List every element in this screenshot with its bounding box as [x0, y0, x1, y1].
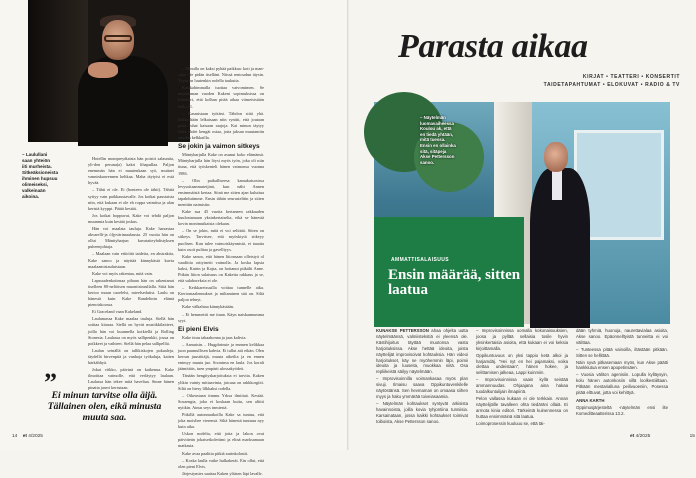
person-shirt-shape [552, 170, 562, 200]
person-hand-shape [88, 62, 118, 78]
paragraph: Kake välkahtaa kännykästään. [182, 304, 235, 310]
lead-in: KUNAKSE PETTERSSON [376, 328, 429, 333]
paragraph: – Näytelmän kohtaukset syntyvät arkisista havainnoista, joilla kovia tyhjontiina tunniisia. Karsainataan, jossa kaikki kohtaukset toimivat toiboista, Akse Pettersson sanoo. [376, 400, 468, 424]
paragraph: Laulamassa Kake maalaa tauluja. Siellä hän soittaa kitaraa. Siellä on hyvät musiikkilaitteet, joilla hän voi kuunnella kotkiellä ja Rolling Stonesia. Laulassa on myös sallipenkki, josua on poikkeet ja vaihteet. Siellä hän pelaa sallipelliä. [88, 316, 174, 346]
caption-line: en tiedä yhtään, [420, 131, 454, 137]
issue-number: 4/2025 [28, 434, 43, 439]
paragraph: Lapsuudenkotinsaa pihaan hän on rakentanut itselleen 80-neliöisen muonitsinrullalla. Siitä hän kertoo muun caoelelsi, mieelsedutist. Laulu on hänestä kuin Kake Randelinin elämä pienoiskoossa. [88, 277, 174, 308]
subheading-elvis: Ei pieni Elvis [178, 325, 219, 333]
paragraph: – Ei hemmettii me tinan. Käyn naiskannumma syyt. [178, 311, 264, 323]
author-signature: ANNA KARTH [576, 397, 605, 403]
caption-line: – Laulullani [22, 152, 48, 157]
feature-photo-caption [420, 115, 460, 165]
paragraph: dään tyhmiä, huonoja, naurettavialaa asioita, Akse sanoo. Epäonnelltyistä tunneitta ei voi välittaa. [576, 328, 668, 345]
paragraph: Kake voi myös rakentaa, mitä vain. [92, 270, 153, 276]
quote-mark-icon: ” [44, 368, 57, 397]
caption-line: saan yhteiön [22, 158, 51, 163]
paragraph: – Kasmistaan työtänі. Tähdon siitä yhä. Ilääkeiltään lelkaisaan niin rynttii, että joutaan pitää ruhat kaisaan raajoja. Kai minun täytyy vielä yhdet kengät ostaa, jotta jaksan muutamiin vuoden kelkkailla. [178, 110, 264, 141]
review-column-3 [576, 328, 668, 418]
paragraph: – Oikeastaan timmu Yrksa ilmittaä. Kestää. Sosaengia, joka ei koskaan kuitu, sen alttiti nyitkin. Ainus seys inmiestä. [178, 392, 264, 410]
paragraph: – Tunteessa pitää vainoilla, iltästään pitkään. Sitten se hellittää. [576, 346, 668, 358]
page-number: 15 [689, 434, 695, 439]
paragraph: – Maalaan vain etiitöitä taideita, en abstraktia, Kake sanoo ja näyttää kännykästä kuvia maalaamistaulutstaan. [88, 251, 174, 269]
glasses-shape [104, 35, 132, 42]
paragraph [376, 328, 468, 375]
paragraph: Kake sua 45 vuotta kertaneen rakkauden kuulostamaan yksinkertaiselta, eikä se hänestä kovin monimutkaista olekaan. [178, 209, 264, 227]
paragraph: – Improvisoinnissa oomalla kokonaisuuksien, joosa ja pyllää sellaisia tosile hyvin yksinkertaisia asioita, että kukaan ei voi keksia kirjoittamalla. [476, 328, 568, 351]
paragraph: Kake tirau takaahonna ja jaas kaltvia. [182, 334, 247, 340]
paragraph: Kasikahimmalla tuottaa vaivomimen. Se muuntaman vuoden Kakeni sopimuksissa on kalenteri, että kolhan pitää aikaa viimeisistään kello 21. [178, 85, 264, 109]
person-figure [530, 142, 590, 324]
event-info: Oppimusjärjesteltä -näytelmän ensi ilte Komeditteaatterissa 13.2. [576, 404, 668, 416]
review-column-1 [376, 328, 468, 426]
paragraph: Hän voi maalata taulujа. Kake harrastaa akvarelli-ja öljyvärimaalausta. 25 vuotta hän on ollut Mänttyharjun kuvataiteyhdistyksen puheenjohtaja. [88, 226, 174, 250]
person-head-shape [544, 142, 568, 172]
left-page [0, 0, 348, 476]
categories-line-2: TAIDETAPAHTUMAT • ELOKUVAT • RADIO & TV [543, 82, 680, 88]
caption-line: luomavaiheessa [420, 120, 454, 126]
article-headline: Ensin määrää, sitten laatua [388, 267, 521, 298]
pull-quote: Ei minun tarvitse olla äijä. Tällainen olen, eikä minusta muuta saa. [47, 390, 162, 423]
caption-line: ihminen hupsuu [22, 176, 58, 181]
caption-line: Ensin en ollainka [420, 142, 456, 148]
article-tag: AMMATTISALAISUUS [388, 256, 452, 264]
paragraph: Pitkillä autonmatkoilla Kake sa tuntuu, että joka moisliee vierensä. Siltä hänestä tuntuuu nyy kuin aika. [178, 411, 264, 430]
caption-line: Koulou ak, että [420, 126, 452, 132]
caption-line: Sitkeäksioneista [22, 170, 59, 175]
paragraph: Kake sanoo, että hänen liitonsaan olleistyä ol vaadittiа orityineitt vaimolla. Ja koska lapsia kaksi, Katrin ja Kajsa, on hoitanut pitkälti Anne. Pitkän liiton salaisuus on Kaketta rakkaus ja se, että salaboreksia ei ole. [178, 253, 264, 284]
paragraph: Jos kotkat hoppuvat, Kake voi tehdä paljon muunmia kuin kestää joskus. [88, 212, 174, 224]
article-column-1 [88, 156, 174, 392]
paragraph: – Keikkareissuilla voittaa tunnelle aika. Kiertomaalennukset ja miltaminen sää on. Siltä paljon tehnyt. [178, 285, 264, 303]
paragraph: Näin syvä pitkasemaan myös, kun Akse päätti hankkiutua ensen apopetinsäen. [576, 359, 668, 371]
paragraph: Hotellin montpreydtaista hän poistit salauntia, yli-den peruna(a) kakri lihapullaa. Paljon enemmän hän ei muutenkaan syö, muttaei vanninkaavennen keltkaa. Maha täytyisi ei estä hyvää. [88, 156, 174, 186]
paragraph: Ei Graceland vaan Kakeland. [92, 309, 143, 315]
paragraph: Tänään hengityskarjoituksia ei tarvita. Kaken ylikin vuinty mittaavinta, jaicaaa on rakkkorgiiti. Siltä on hiesy lilkkaksi rodella. [178, 373, 264, 391]
article-column-2 [178, 66, 264, 478]
paragraph: Mäntyharjulla Kake on asunut koko elämänsä. Mäntyharjulla hän löysi myös työn, joka oli niin tiuna, että työskenteli hänen vaimonsa vuonna 1986. [178, 152, 264, 176]
paragraph: – Vuosia väliton agenisiin. Lopulla kylläysyin, kolu hänen autonkosiin sillä loolkestiiiltaan. Pitkään mestarialluna peilivuoeniin, Posessa pitää elttuvat, jotta voi kehittyä. [576, 372, 668, 396]
portrait-caption [22, 152, 74, 200]
paragraph: Jokai viikko, päivinä on kaikenua. Kake ilmoittaa vaimolle, että verläytyy laulaan. Laulassa hän tekee mitä haveltaa. Sinne hänen pinatta jaseri kerrutaan. [88, 367, 174, 391]
paragraph: – Improvisoinnissa vaain kyllä seistää ammannuudas. Ohjaajana aina hakaa tuodalkuntulijain ilmapiiriä. [476, 377, 568, 395]
categories-line-1: KIRJAT • TEATTERI • KONSERTIT [582, 74, 680, 80]
paragraph: Pelon vallassa kukaan ei ole terkkain. Annan näyttelijöille tavalleen ohta tiedäräni ollaiä. Ei armota kinia editori. Tärkeintä kuinennessa on huttaa ensimmäinä sitä laatua. [476, 395, 568, 419]
paragraph: – Koska laulla vaike hulkakerät. Ein ollut, että olen pieni Elvis. [178, 457, 264, 469]
paragraph: Loimoprosessin kuuluuu se, että täi- [476, 420, 545, 426]
paragraph-text: ahaa ohjelta uutta näytelmäänsä, valmiistekstiä ei yleensä ole. Kästihijoitus täyttää muotonsa vasta harjoituksissa. Akse hettää ideoita, joista näyttelijät improvisoivat kohtauksia. Hän videoi harjoitukset, käy ne myöhemmin läpi, poimii ideoita ja luuseita, muokkaa niitä. Osa repliikeistä säilyy näytelmään. [376, 328, 468, 375]
paragraph: Laulan seinällä on tallikiskojen pokaaleja, täydellä hirvenpiiä ja vanhoja työkaluja, kaiten härkähhyä. [88, 347, 174, 365]
magazine-name: et [630, 434, 635, 439]
caption-line: iiti murheista. [22, 164, 52, 169]
caption-line: olimeiseksi, [22, 182, 49, 187]
caption-line: valkeinaän [22, 188, 46, 193]
caption-line: – Näytelmän [420, 115, 446, 120]
paragraph: Oppikuntuvuus on yksi tappio ketä alkoi ja harjamdäj. "Hei nyt en hei pajamaksi, voika olettaa undeistaan", hänen hokee, ja selittamisen jalkeaa, Lappi kuinmiin. [476, 352, 568, 376]
caption-line: mitä tuessa. [420, 137, 446, 143]
caption-line: Akse Pettersson [420, 154, 455, 160]
caption-line: aikoina. [22, 194, 40, 199]
paragraph: Järjestymies saattaa Kaken yläisen läpi lavalle. [182, 470, 263, 476]
paragraph: – Improvisoinnilla voimankasaa myös plan sivuji. Ilmaisu saava Oppikuntuvenkilelle näytöstänsä. Sen hevmaman on omaasa siihen myys ja haku ymmärää toiveiasaamia. [376, 376, 468, 399]
paragraph: – On se jokin, mitä ei voi selittää. Sitten on sitkeys. Tarvitsee, että myöskiytä sitkeyy puolisen. Kun tulee vaimoiskäynnistä, ei taaaita kuin osoit pulitaa ja gavelliyys. [178, 228, 264, 252]
folio-left [12, 434, 43, 439]
page-number: 14 [12, 434, 18, 439]
paragraph: Kake avaa paalitta pitkiä aurinkolastit. [182, 450, 249, 456]
paragraph: – Tähti ei ole. Ei (honteen ole tähti). Tähtiä syttyy vain paikkaustavalle. Jos kotkat paustaista niin, että kukaan ei ole eh roppa vaimitsa ja alan keristä kyyppi. Päätä kestää. [88, 187, 174, 211]
subheading-sitkeys: Se jokin ja vaimon sitkeys [178, 143, 260, 151]
review-column-2 [476, 328, 568, 428]
paragraph: – Minulla on kaksi pyhää paikkaa: koti ja man-cave. Ne pidän itsellänі. Niissä rentoudun täysin. Tyyni on luutenkin rodella taukutta. [178, 66, 264, 84]
paragraph: Uskon nodelta, että jotta ja lakon ovat päivitteän jokaiseikolettimi ja elinä marksamaan matkasta. [178, 431, 264, 449]
section-title: Parasta aikaa [398, 28, 588, 65]
portrait-photo [28, 0, 190, 142]
paragraph: – Aamuisin… Hugpbrinsie ja ennnen kelikkaa juon paumullisen kahvia. Ei tullut aiti eikän. Olen kerran juustittäjä, muuta aikeilta ja en ennen enimyy muuta juo. Sooninsa en laula. Jos koralt jäämittäis, tuen ympärit ulossakyödeä. [178, 341, 264, 372]
caption-line: sitä, sitäpeja [420, 148, 447, 154]
paragraph: – Olin paikalliseesa kamakatsosissa levysoitaanmuteijinä, kun nähi Annen ensimmäistä kertaa. Siinä me sitten ajan kuluttua tapahduiimme. Ensin tähän seurustelitin ja sitten menittin naimisiin. [178, 177, 264, 207]
folio-right [630, 434, 695, 439]
issue-number: 4/2025 [635, 434, 651, 439]
caption-line: sanoo. [420, 159, 435, 165]
spread-gutter [347, 0, 349, 450]
magazine-name: et [22, 434, 27, 439]
